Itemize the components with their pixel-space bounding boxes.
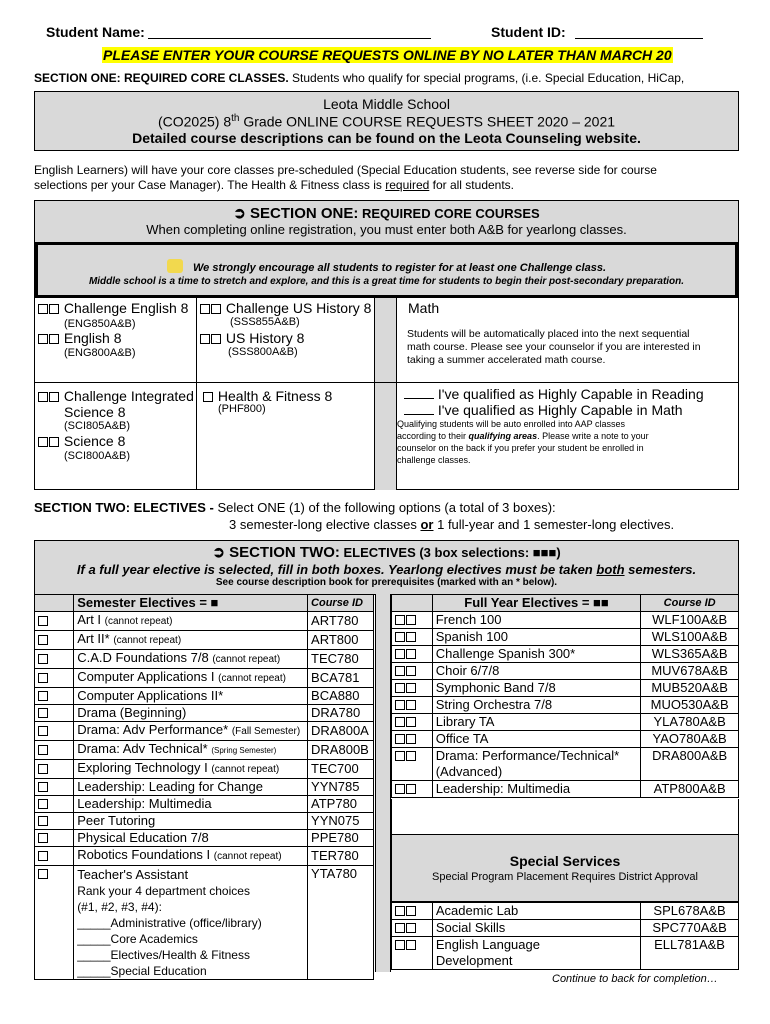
semester-header: Semester Electives = ■ [74, 595, 308, 612]
full-year-checkbox-a[interactable] [395, 615, 405, 625]
math-note-3: taking a summer accelerated math course. [407, 354, 606, 366]
semester-check-cell [35, 796, 74, 813]
semester-check-cell [35, 830, 74, 847]
semester-row [35, 847, 374, 866]
section-two-heading-b: ELECTIVES (3 box selections: ■■■) [339, 545, 561, 560]
intro-line2 [34, 178, 657, 193]
encourage-text: We strongly encourage all students to register for at least one Challenge class. [192, 262, 607, 274]
school-name: Leota Middle School [323, 96, 450, 112]
full-year-check-cell [392, 663, 433, 680]
ell-checkbox-b[interactable] [406, 940, 416, 950]
hc-note-1: Qualifying students will be auto enrolled into AAP classes [397, 419, 625, 429]
special-row [392, 920, 739, 937]
special-checkbox-b[interactable] [406, 923, 416, 933]
semester-course-id: BCA781 [308, 669, 374, 688]
drama-pt-checkbox-a[interactable] [395, 751, 405, 761]
semester-course-cell [74, 631, 308, 650]
semester-course-name: Drama (Beginning) [77, 705, 187, 720]
drama-pt-label2: (Advanced) [435, 764, 503, 779]
title-box [34, 91, 739, 151]
full-year-course-id: WLS365A&B [641, 646, 739, 663]
full-year-row [392, 731, 739, 748]
encourage-box [35, 242, 738, 298]
section-two-sub-a: If a full year elective is selected, fill in both boxes. Yearlong electives must be taken [76, 562, 597, 577]
semester-electives-table [34, 594, 374, 980]
math-note-2: math course. Please see your counselor if you are interested in [407, 341, 701, 353]
semester-row [35, 669, 374, 688]
sheet-title-a: (CO2025) 8 [157, 113, 232, 130]
section-two-lead-text2b: 1 full-year and 1 semester-long electives. [433, 517, 675, 532]
semester-checkbox[interactable] [38, 635, 48, 645]
semester-course-name: Physical Education 7/8 [77, 830, 209, 845]
special-course-name: Academic Lab [432, 903, 640, 920]
ell-check-cell [392, 937, 433, 970]
semester-course-id: DRA800B [308, 741, 374, 760]
full-year-checkbox-a[interactable] [395, 683, 405, 693]
gray-strip-2 [375, 594, 391, 972]
full-year-checkbox-a[interactable] [395, 666, 405, 676]
ell-label2: Development [435, 953, 513, 968]
thumbs-up-icon [167, 259, 183, 273]
ell-cell [432, 937, 640, 970]
hc-note [397, 418, 649, 466]
full-year-row [392, 714, 739, 731]
semester-checkbox[interactable] [38, 745, 48, 755]
semester-course-cell [74, 669, 308, 688]
semester-row [35, 741, 374, 760]
full-year-header-spacer [392, 595, 433, 612]
semester-course-note: (cannot repeat) [211, 764, 280, 775]
math-note [407, 328, 701, 367]
section-two-heading [35, 543, 738, 561]
ta-rank-label: Rank your 4 department choices [77, 884, 250, 898]
full-year-header-row [392, 595, 739, 612]
hc-math[interactable] [404, 402, 683, 418]
full-year-row [392, 629, 739, 646]
semester-course-cell [74, 830, 308, 847]
full-year-check-cell [392, 612, 433, 629]
full-year-course-name: Challenge Spanish 300* [432, 646, 641, 663]
semester-checkbox[interactable] [38, 833, 48, 843]
special-services-table [391, 902, 739, 970]
core-challenge-history[interactable] [200, 300, 371, 316]
semester-check-cell [35, 813, 74, 830]
hc-note-2-c: . Please write a note to your [537, 431, 649, 441]
semester-course-id: ART800 [308, 631, 374, 650]
special-course-name: Social Skills [432, 920, 640, 937]
ta-choice-electives[interactable]: _____Electives/Health & Fitness [77, 948, 250, 962]
semester-course-name: Art I [77, 612, 102, 627]
semester-course-cell [74, 847, 308, 866]
full-year-row [392, 663, 739, 680]
section-one-heading-a: ➲ SECTION ONE: [233, 205, 359, 222]
semester-check-cell [35, 688, 74, 705]
semester-course-cell [74, 796, 308, 813]
section-two-sub-b: semesters. [624, 562, 697, 577]
semester-header-row [35, 595, 374, 612]
full-year-electives-table [391, 594, 739, 798]
semester-course-note: (Fall Semester) [231, 726, 301, 737]
section-one-lead [34, 71, 684, 85]
ta-choice-core[interactable]: _____Core Academics [77, 932, 198, 946]
drama-pt-label: Drama: Performance/Technical* [435, 748, 620, 763]
special-row [392, 903, 739, 920]
semester-course-name: Computer Applications II* [77, 688, 224, 703]
semester-course-name: Leadership: Leading for Change [77, 779, 263, 794]
teacher-assistant-id: YTA780 [308, 866, 374, 980]
semester-checkbox[interactable] [38, 799, 48, 809]
core-challenge-history-label: Challenge US History 8 [225, 300, 372, 316]
semester-check-cell [35, 705, 74, 722]
hc-note-2-a: according to their [397, 431, 469, 441]
section-two-lead-text2a: 3 semester-long elective classes [229, 517, 421, 532]
core-english[interactable] [38, 330, 121, 346]
continue-note: Continue to back for completion… [552, 973, 718, 985]
full-year-checkbox-b[interactable] [406, 615, 416, 625]
core-english-code: (ENG800A&B) [64, 347, 136, 359]
core-challenge-english[interactable] [38, 300, 188, 316]
full-year-checkbox-b[interactable] [406, 666, 416, 676]
ell-id: ELL781A&B [641, 937, 739, 970]
special-checkbox-a[interactable] [395, 923, 405, 933]
core-challenge-science-label: Challenge Integrated [63, 388, 194, 404]
full-year-course-name: String Orchestra 7/8 [432, 697, 641, 714]
ta-choice-sped[interactable]: _____Special Education [77, 964, 207, 978]
student-name-field[interactable] [148, 38, 431, 39]
semester-row [35, 813, 374, 830]
hc-reading-label: I've qualified as Highly Capable in Reading [437, 386, 704, 402]
col-divider-1 [196, 298, 197, 490]
teacher-assistant-checkbox[interactable] [38, 869, 48, 879]
hc-note-2-b: qualifying areas [468, 431, 538, 441]
leader-mm-check-cell [392, 781, 433, 798]
semester-course-note: (Spring Semester) [211, 746, 277, 755]
semester-course-cell [74, 650, 308, 669]
math-heading: Math [408, 300, 440, 316]
ell-row [392, 937, 739, 970]
semester-checkbox[interactable] [38, 782, 48, 792]
core-challenge-history-code: (SSS855A&B) [230, 316, 300, 328]
section-one-lead-title: SECTION ONE: REQUIRED CORE CLASSES. [34, 71, 289, 85]
semester-course-name: C.A.D Foundations 7/8 [77, 650, 209, 665]
teacher-assistant-label: Teacher's Assistant [77, 867, 189, 882]
semester-check-cell [35, 612, 74, 631]
semester-course-id: TEC780 [308, 650, 374, 669]
drama-pt-row [392, 748, 739, 781]
full-year-checkbox-a[interactable] [395, 734, 405, 744]
core-challenge-english-label: Challenge English 8 [63, 300, 189, 316]
semester-checkbox[interactable] [38, 654, 48, 664]
intro-line1: English Learners) will have your core classes pre-scheduled (Special Education students, see reverse side for course [34, 163, 657, 177]
core-health-fitness[interactable] [203, 388, 332, 404]
special-course-id: SPC770A&B [641, 920, 739, 937]
full-year-course-name: Choir 6/7/8 [432, 663, 641, 680]
full-year-course-name: Spanish 100 [432, 629, 641, 646]
core-health-fitness-code: (PHF800) [218, 403, 266, 415]
semester-checkbox[interactable] [38, 851, 48, 861]
semester-checkbox[interactable] [38, 726, 48, 736]
full-year-course-name: Library TA [432, 714, 641, 731]
semester-row [35, 688, 374, 705]
semester-checkbox[interactable] [38, 764, 48, 774]
leader-mm-label: Leadership: Multimedia [432, 781, 641, 798]
semester-course-id: ART780 [308, 612, 374, 631]
full-year-checkbox-a[interactable] [395, 649, 405, 659]
intro-line2-a: selections per your Case Manager). The Health & Fitness class is [34, 178, 386, 192]
semester-row [35, 760, 374, 779]
semester-course-cell [74, 813, 308, 830]
section-one-lead-text: Students who qualify for special programs, (i.e. Special Education, HiCap, [292, 71, 685, 85]
semester-row [35, 631, 374, 650]
full-year-check-cell [392, 680, 433, 697]
core-history-label: US History 8 [225, 330, 305, 346]
intro-required: required [385, 178, 430, 192]
row-divider [35, 382, 738, 383]
student-id-field[interactable] [575, 38, 703, 39]
hc-math-label: I've qualified as Highly Capable in Math [437, 402, 683, 418]
full-year-checkbox-b[interactable] [406, 649, 416, 659]
ta-choice-admin[interactable]: _____Administrative (office/library) [77, 916, 262, 930]
semester-check-cell [35, 650, 74, 669]
semester-course-note: (cannot repeat) [218, 673, 286, 684]
section-one-header [35, 201, 738, 242]
semester-row [35, 779, 374, 796]
section-two-header [34, 540, 739, 595]
sheet-title [35, 113, 738, 130]
semester-checkbox[interactable] [38, 708, 48, 718]
full-year-course-id: MUV678A&B [641, 663, 739, 680]
leader-mm-row [392, 781, 739, 798]
core-science-code: (SCI800A&B) [64, 450, 131, 462]
semester-course-note: (cannot repeat) [213, 851, 282, 862]
special-checkbox-b[interactable] [406, 906, 416, 916]
semester-row [35, 796, 374, 813]
semester-check-cell [35, 669, 74, 688]
encourage-line1 [38, 259, 735, 274]
core-health-fitness-label: Health & Fitness 8 [217, 388, 333, 404]
student-id-label: Student ID: [491, 24, 566, 40]
special-check-cell [392, 903, 433, 920]
semester-course-id: DRA800A [308, 722, 374, 741]
core-challenge-science[interactable] [38, 388, 194, 404]
full-year-checkbox-a[interactable] [395, 632, 405, 642]
full-year-course-id: WLS100A&B [641, 629, 739, 646]
full-year-row [392, 697, 739, 714]
full-year-course-id: MUO530A&B [641, 697, 739, 714]
sheet-subtitle: Detailed course descriptions can be found on the Leota Counseling website. [132, 129, 641, 146]
semester-course-cell [74, 722, 308, 741]
full-year-check-cell [392, 646, 433, 663]
semester-course-name: Leadership: Multimedia [77, 796, 212, 811]
special-course-id: SPL678A&B [641, 903, 739, 920]
intro-text [34, 163, 657, 193]
semester-course-id: YYN075 [308, 813, 374, 830]
teacher-assistant-check-cell [35, 866, 74, 980]
drama-pt-checkbox-b[interactable] [406, 751, 416, 761]
semester-course-name: Peer Tutoring [77, 813, 156, 828]
core-history-code: (SSS800A&B) [228, 346, 298, 358]
semester-row [35, 722, 374, 741]
core-challenge-english-code: (ENG850A&B) [64, 318, 136, 330]
semester-check-cell [35, 722, 74, 741]
section-one-heading-b: REQUIRED CORE COURSES [358, 206, 540, 221]
section-two-lead-title: SECTION TWO: ELECTIVES - [34, 500, 214, 515]
semester-check-cell [35, 760, 74, 779]
leader-mm-checkbox-a[interactable] [395, 784, 405, 794]
full-year-course-id-header: Course ID [641, 595, 739, 612]
semester-course-name: Art II* [77, 631, 110, 646]
semester-course-cell [74, 779, 308, 796]
intro-line2-b: for all students. [429, 178, 515, 192]
teacher-assistant-row [35, 866, 374, 980]
full-year-header: Full Year Electives = ■■ [432, 595, 641, 612]
special-services-title: Special Services [509, 853, 621, 869]
full-year-checkbox-a[interactable] [395, 700, 405, 710]
semester-course-cell [74, 760, 308, 779]
semester-course-note: (cannot repeat) [212, 654, 281, 665]
special-services-sub: Special Program Placement Requires District Approval [432, 871, 698, 883]
full-year-row [392, 646, 739, 663]
section-one-heading [35, 204, 738, 222]
section-two-heading-a: ➲ SECTION TWO: [212, 544, 340, 561]
semester-course-id: TEC700 [308, 760, 374, 779]
ell-label: English Language [435, 937, 540, 952]
full-year-course-id: WLF100A&B [641, 612, 739, 629]
drama-pt-check-cell [392, 748, 433, 781]
semester-course-id: DRA780 [308, 705, 374, 722]
full-year-checkbox-b[interactable] [406, 700, 416, 710]
core-challenge-science-code: (SCI805A&B) [64, 420, 131, 432]
full-year-checkbox-b[interactable] [406, 632, 416, 642]
semester-check-cell [35, 779, 74, 796]
student-name-label: Student Name: [46, 24, 145, 40]
semester-checkbox[interactable] [38, 816, 48, 826]
semester-row [35, 650, 374, 669]
drama-pt-id: DRA800A&B [641, 748, 739, 781]
core-science[interactable] [38, 433, 125, 449]
section-two-sub-both: both [596, 562, 625, 577]
encourage-line2: Middle school is a time to stretch and explore, and this is a great time for students to begin their post-secondary preparation. [88, 276, 685, 287]
full-year-row [392, 680, 739, 697]
full-year-course-name: French 100 [432, 612, 641, 629]
semester-course-id: PPE780 [308, 830, 374, 847]
section-two-lead [34, 500, 556, 515]
semester-course-cell [74, 705, 308, 722]
semester-course-name: Robotics Foundations I [77, 847, 211, 862]
full-year-check-cell [392, 697, 433, 714]
semester-course-cell [74, 741, 308, 760]
core-science-label: Science 8 [63, 433, 126, 449]
full-year-checkbox-b[interactable] [406, 717, 416, 727]
section-two-lead-or: or [420, 517, 434, 532]
leader-mm-id: ATP800A&B [641, 781, 739, 798]
hc-reading[interactable] [404, 386, 704, 402]
special-checkbox-a[interactable] [395, 906, 405, 916]
section-two-sub [35, 562, 738, 577]
hc-note-3: counselor on the back if you prefer your student be enrolled in [397, 443, 644, 453]
hc-note-4: challenge classes. [397, 455, 471, 465]
semester-course-name: Computer Applications I [77, 669, 215, 684]
semester-course-id-header: Course ID [308, 595, 374, 612]
core-challenge-science-label2: Science 8 [64, 404, 126, 420]
semester-course-id: BCA880 [308, 688, 374, 705]
core-history[interactable] [200, 330, 304, 346]
semester-course-note: (cannot repeat) [104, 616, 173, 627]
prereq-note: See course description book for prerequisites (marked with an * below). [215, 577, 558, 588]
special-services-header [391, 834, 739, 902]
deadline-banner: PLEASE ENTER YOUR COURSE REQUESTS ONLINE BY NO LATER THAN MARCH 20 [103, 47, 672, 63]
section-two-lead-text1: Select ONE (1) of the following options (a total of 3 boxes): [217, 500, 556, 515]
semester-course-note: (cannot repeat) [113, 635, 182, 646]
semester-checkbox[interactable] [38, 691, 48, 701]
semester-course-name: Exploring Technology I [77, 760, 208, 775]
full-year-checkbox-a[interactable] [395, 717, 405, 727]
semester-checkbox[interactable] [38, 673, 48, 683]
semester-check-cell [35, 631, 74, 650]
full-year-check-cell [392, 629, 433, 646]
hc-note-2 [397, 430, 649, 442]
semester-course-cell [74, 612, 308, 631]
teacher-assistant-cell [74, 866, 308, 980]
semester-check-cell [35, 741, 74, 760]
blank-area [391, 799, 739, 834]
semester-checkbox[interactable] [38, 616, 48, 626]
semester-course-id: TER780 [308, 847, 374, 866]
full-year-checkbox-b[interactable] [406, 734, 416, 744]
sheet-title-b: Grade ONLINE COURSE REQUESTS SHEET 2020 – 2021 [239, 113, 616, 130]
section-one-sub: When completing online registration, you must enter both A&B for yearlong classes. [146, 222, 627, 237]
special-check-cell [392, 920, 433, 937]
semester-row [35, 830, 374, 847]
semester-course-id: YYN785 [308, 779, 374, 796]
gray-strip-1 [375, 298, 396, 490]
semester-check-cell [35, 847, 74, 866]
semester-course-name: Drama: Adv Technical* [77, 741, 208, 756]
semester-row [35, 705, 374, 722]
ta-rank-sub: (#1, #2, #3, #4): [77, 900, 162, 914]
sheet-title-sup: th [231, 113, 240, 124]
core-english-label: English 8 [63, 330, 122, 346]
full-year-course-id: MUB520A&B [641, 680, 739, 697]
full-year-row [392, 612, 739, 629]
semester-course-name: Drama: Adv Performance* [77, 722, 229, 737]
semester-header-spacer [35, 595, 74, 612]
full-year-course-name: Symphonic Band 7/8 [432, 680, 641, 697]
leader-mm-checkbox-b[interactable] [406, 784, 416, 794]
full-year-course-name: Office TA [432, 731, 641, 748]
section-two-lead-line2 [229, 517, 674, 532]
full-year-check-cell [392, 714, 433, 731]
ell-checkbox-a[interactable] [395, 940, 405, 950]
full-year-checkbox-b[interactable] [406, 683, 416, 693]
semester-course-id: ATP780 [308, 796, 374, 813]
semester-course-cell [74, 688, 308, 705]
drama-pt-cell [432, 748, 641, 781]
semester-row [35, 612, 374, 631]
full-year-course-id: YAO780A&B [641, 731, 739, 748]
full-year-course-id: YLA780A&B [641, 714, 739, 731]
math-note-1: Students will be automatically placed into the next sequential [407, 328, 690, 340]
full-year-check-cell [392, 731, 433, 748]
